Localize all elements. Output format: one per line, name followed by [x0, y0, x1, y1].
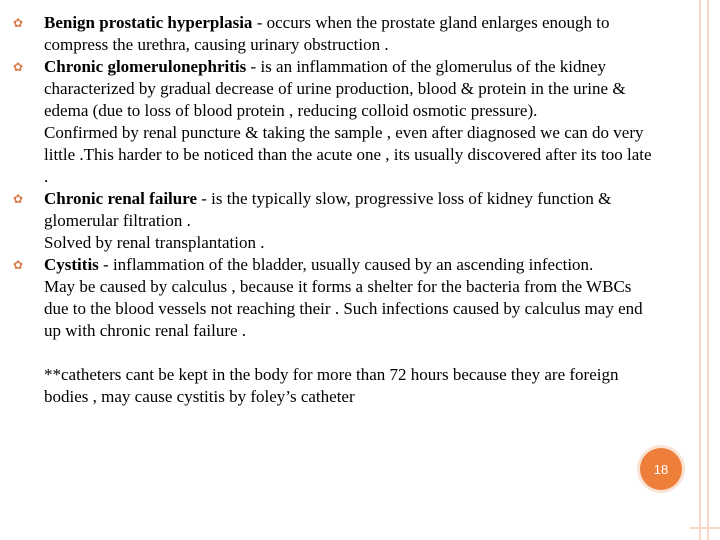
bullet-definition: - is the typically slow, progressive loss of kidney function & glomerular filtration .	[44, 189, 612, 230]
flower-bullet-icon: ✿	[13, 60, 24, 74]
bullet-definition: - is an inflammation of the glomerulus of the kidney characterized by gradual decrease of urine production, blood & protein in the urine & edema (due to loss of blood protein , reducing colloid osmotic pressure).	[44, 57, 626, 120]
frame-line-bottom	[690, 527, 720, 529]
frame-line-right	[707, 0, 709, 540]
bullet-item	[13, 12, 654, 56]
flower-bullet-icon: ✿	[13, 16, 24, 30]
frame-line-left	[699, 0, 701, 540]
bullet-term: Cystitis	[44, 255, 99, 274]
footnote-text: **catheters cant be kept in the body for more than 72 hours because they are foreign bodies , may cause cystitis by foley’s catheter	[44, 365, 619, 406]
page-number-badge: 18	[640, 448, 682, 490]
bullet-text	[44, 188, 654, 232]
bullet-text	[44, 254, 654, 276]
bullet-definition: - inflammation of the bladder, usually caused by an ascending infection.	[98, 255, 594, 274]
bullet-definition: - occurs when the prostate gland enlarges enough to compress the urethra, causing urinary obstruction .	[44, 13, 610, 54]
bullet-extra: May be caused by calculus , because it forms a shelter for the bacteria from the WBCs due to the blood vessels not reaching their . Such infections caused by calculus may end up with chronic renal failure .	[44, 277, 643, 340]
bullet-term: Chronic renal failure	[44, 189, 197, 208]
bullet-item	[13, 188, 654, 254]
bullet-term: Chronic glomerulonephritis	[44, 57, 247, 76]
flower-bullet-icon: ✿	[13, 258, 24, 272]
bullet-text	[44, 12, 654, 56]
bullet-text	[44, 56, 654, 122]
flower-bullet-icon: ✿	[13, 192, 24, 206]
bullet-term: Benign prostatic hyperplasia	[44, 13, 253, 32]
slide-content	[13, 12, 654, 408]
footnote	[44, 364, 654, 408]
bullet-extra: Solved by renal transplantation .	[44, 233, 265, 252]
bullet-extra: Confirmed by renal puncture & taking the sample , even after diagnosed we can do very little .This harder to be noticed than the acute one , its usually discovered after its too late .	[44, 123, 652, 186]
bullet-item	[13, 56, 654, 188]
bullet-item	[13, 254, 654, 342]
